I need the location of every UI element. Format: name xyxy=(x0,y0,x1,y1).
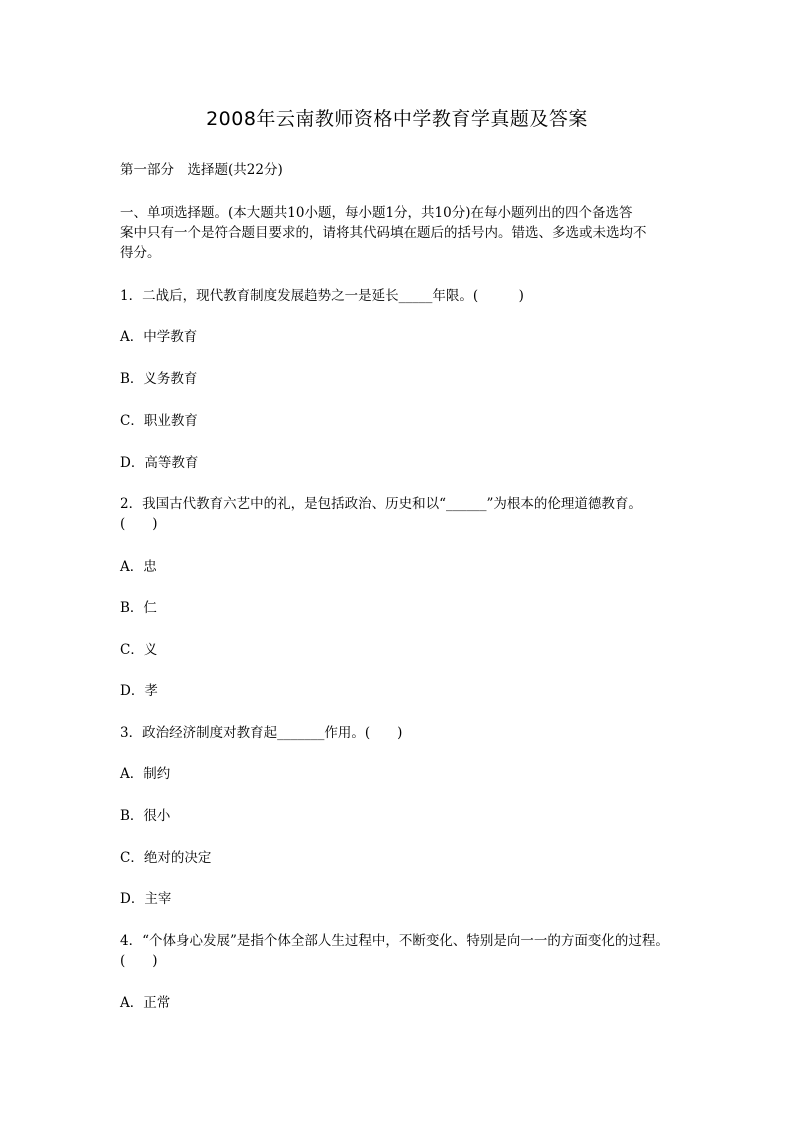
question-1-option-d: D．高等教育 xyxy=(120,455,199,471)
question-1-option-c: C．职业教育 xyxy=(120,413,198,429)
question-3-stem: 3．政治经济制度对教育起_______作用。( ) xyxy=(120,725,403,741)
question-2-answer-blank: ( ) xyxy=(120,516,158,532)
question-1-option-b: B．义务教育 xyxy=(120,371,198,387)
question-2-option-a: A．忠 xyxy=(120,559,157,575)
question-2-stem: 2．我国古代教育六艺中的礼，是包括政治、历史和以“______”为根本的伦理道德教育。 xyxy=(120,496,642,512)
instructions-line-3: 得分。 xyxy=(120,245,161,261)
question-2-option-d: D．孝 xyxy=(120,683,158,699)
question-4-option-a: A．正常 xyxy=(120,995,171,1011)
question-3-option-b: B．很小 xyxy=(120,808,171,824)
instructions-line-2: 案中只有一个是符合题目要求的，请将其代码填在题后的括号内。错选、多选或未选均不 xyxy=(120,225,647,241)
question-2-option-c: C．义 xyxy=(120,642,158,658)
question-4-stem: 4．“个体身心发展”是指个体全部人生过程中，不断变化、特别是向一一的方面变化的过程。 xyxy=(120,933,669,949)
question-1-stem: 1．二战后，现代教育制度发展趋势之一是延长_____年限。( ) xyxy=(120,288,524,304)
question-4-answer-blank: ( ) xyxy=(120,953,158,969)
document-title: 2008年云南教师资格中学教育学真题及答案 xyxy=(206,108,588,130)
question-2-option-b: B．仁 xyxy=(120,600,157,616)
question-1-option-a: A．中学教育 xyxy=(120,329,198,345)
question-3-option-d: D．主宰 xyxy=(120,891,172,907)
section-heading: 第一部分 选择题(共22分) xyxy=(120,162,283,178)
question-3-option-a: A．制约 xyxy=(120,766,171,782)
question-3-option-c: C．绝对的决定 xyxy=(120,850,212,866)
instructions-line-1: 一、单项选择题。(本大题共10小题，每小题1分，共10分)在每小题列出的四个备选答 xyxy=(120,205,633,221)
